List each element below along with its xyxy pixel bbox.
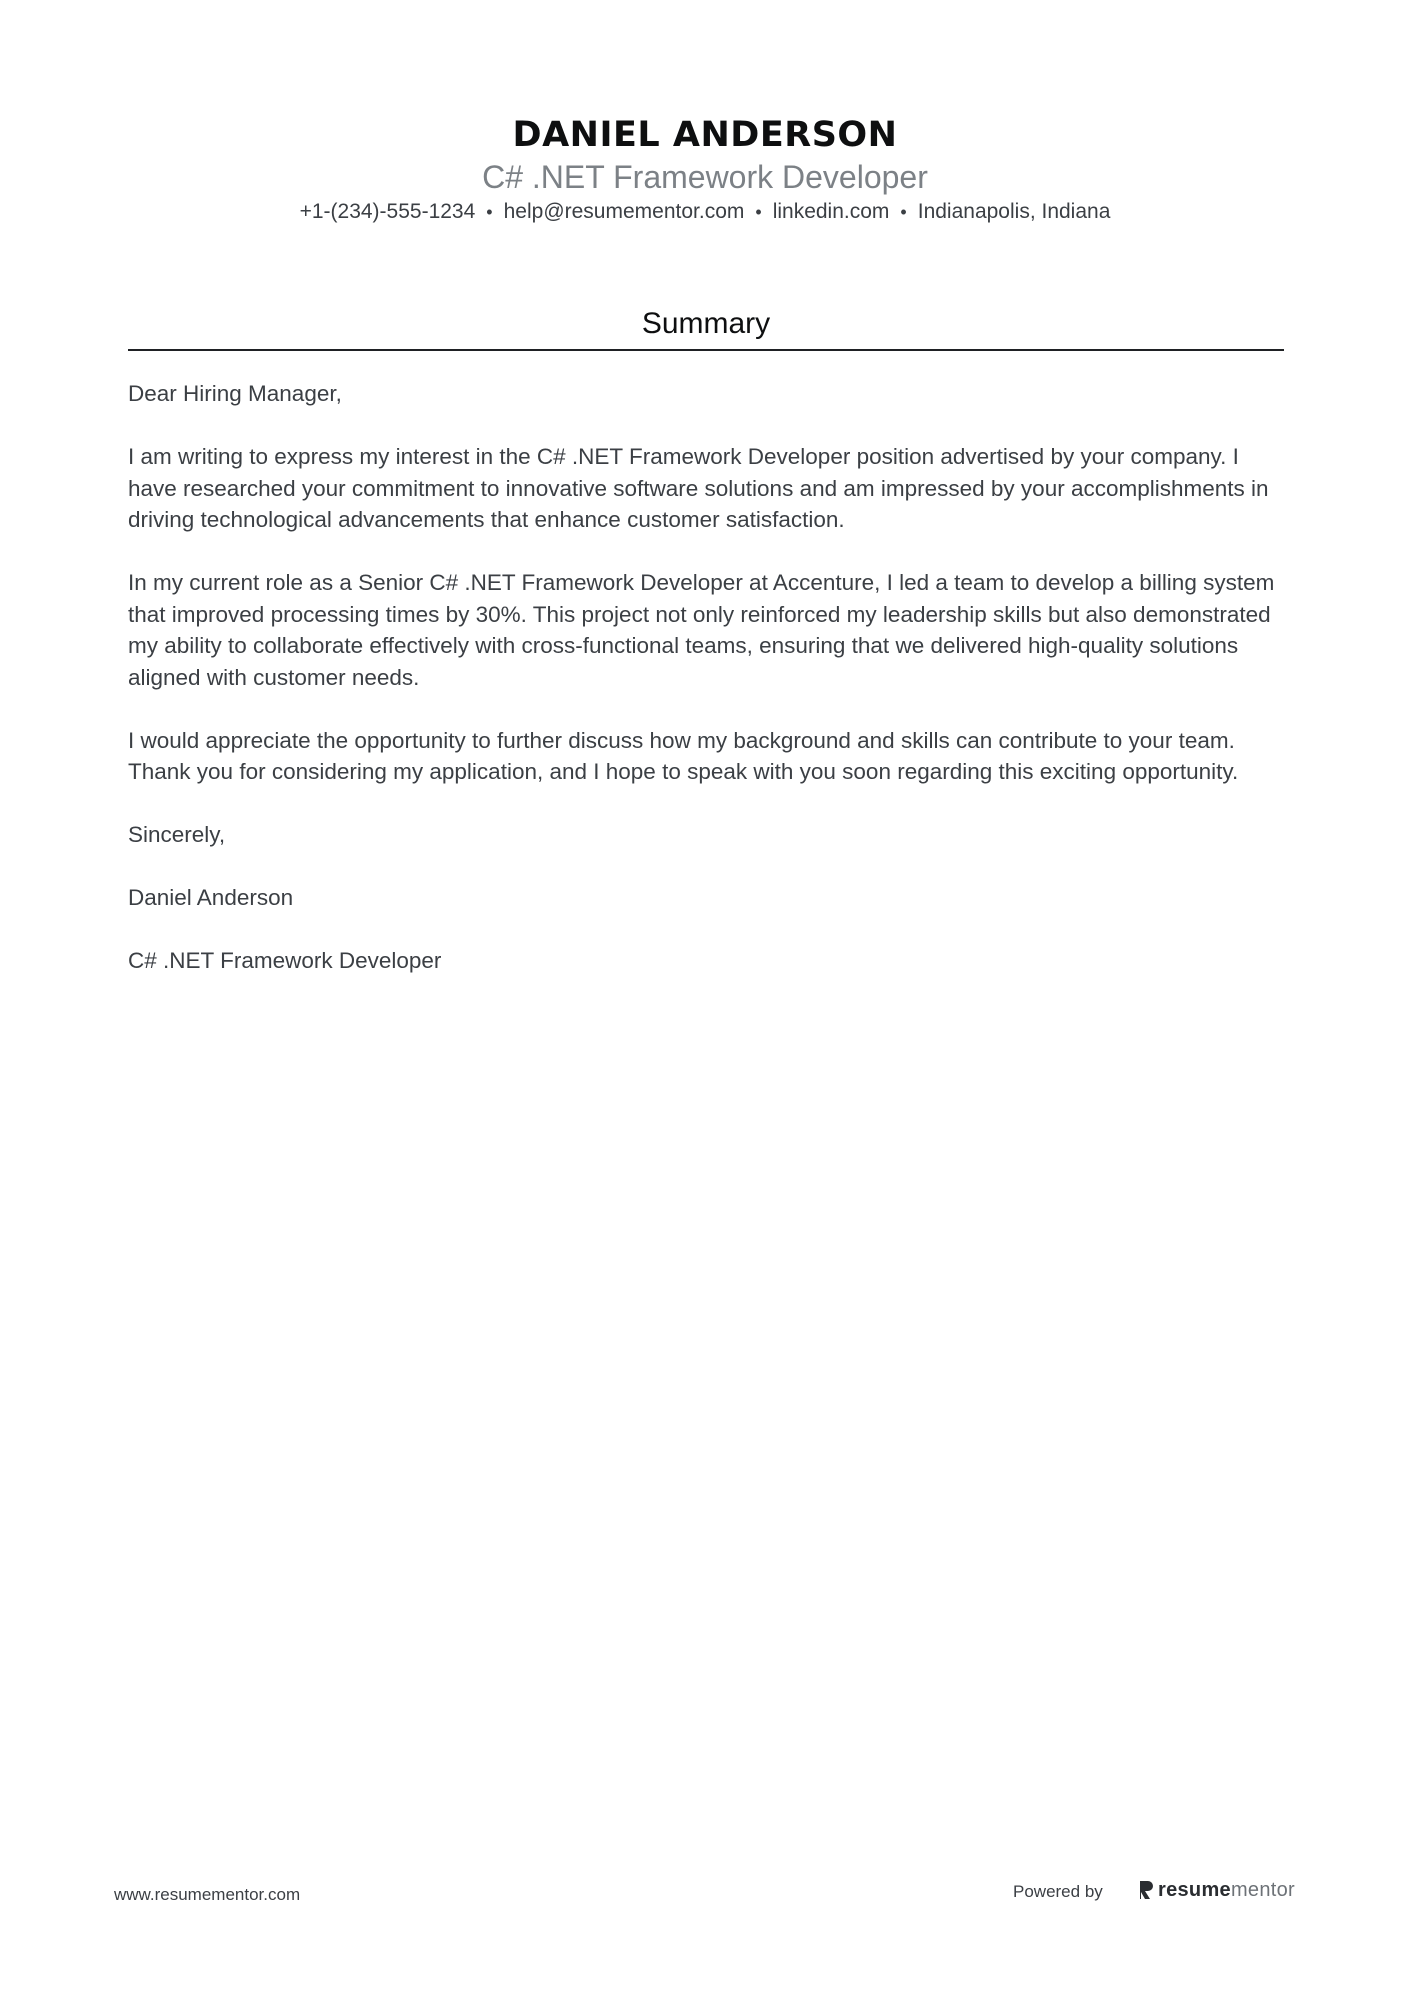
footer-website-link[interactable]: www.resumementor.com [114,1885,301,1904]
candidate-name: DANIEL ANDERSON [512,115,898,155]
header [0,112,1410,226]
section-divider [128,349,1284,351]
contact-linkedin[interactable]: linkedin.com [772,200,890,223]
resumementor-logo-icon [1138,1880,1154,1900]
contact-separator: • [900,202,907,222]
contact-phone: +1-(234)-555-1234 [299,200,476,223]
contact-separator: • [755,202,762,222]
section-heading-summary: Summary [641,307,771,340]
contact-location: Indianapolis, Indiana [917,200,1111,223]
contact-email[interactable]: help@resumementor.com [503,200,745,223]
resumementor-logo-text: resumementor [1158,1879,1295,1901]
contact-line [0,198,1410,226]
signature-title: C# .NET Framework Developer [128,948,442,973]
letter-paragraph: I would appreciate the opportunity to further discuss how my background and skills can contribute to your team. Thank you for considering my application, and I hope to speak with you soon regarding this exciting opportunity. [128,727,1239,784]
contact-separator: • [486,202,493,222]
signature-name: Daniel Anderson [128,885,294,910]
letter-closing: Sincerely, [128,822,226,847]
resumementor-logo[interactable] [1138,1878,1295,1902]
candidate-title: C# .NET Framework Developer [482,159,928,195]
letter-paragraph: In my current role as a Senior C# .NET Framework Developer at Accenture, I led a team to develop a billing system that improved processing times by 30%. This project not only reinforced my leadership skills but also demonstrated my ability to collaborate effectively with cross-functional teams, ensuring that we delivered high-quality solutions aligned with customer needs. [128,570,1275,690]
letter-salutation: Dear Hiring Manager, [128,381,342,406]
powered-by-label: Powered by [1013,1882,1103,1901]
letter-body [128,378,1288,1008]
letter-paragraph: I am writing to express my interest in the C# .NET Framework Developer position advertised by your company. I have researched your commitment to innovative software solutions and am impressed by your accomplishments in driving technological advancements that enhance customer satisfaction. [128,444,1269,532]
